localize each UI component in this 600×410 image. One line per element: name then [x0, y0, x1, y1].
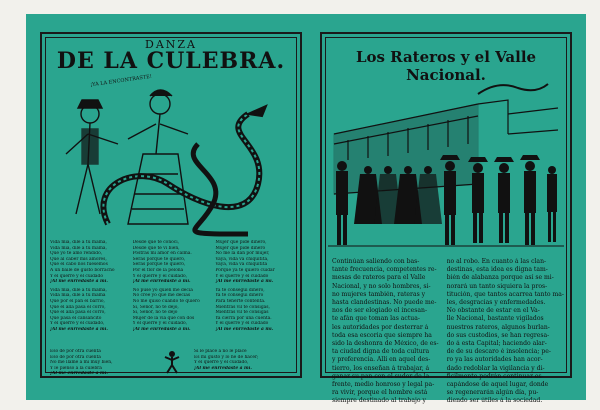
article-text: [332, 258, 564, 406]
rateros-panel: [320, 32, 572, 405]
broadside-sheet: [26, 14, 586, 405]
snake-dance-illustration: [48, 74, 294, 244]
danza-subtitle: DANZA: [145, 38, 197, 51]
article-column-1: Continúan saliendo con bas- tante frecuencia, competentes re- mesas de rateros para el Valle Nacional, y no solo hombres, si- no mujeres también, rateras y hasta clandestinas. No puede me- nos de ser elogiado el incesan- te afán que toman las actua- les autoridades por desterrar á toda esa escoria que siempre ha sido la deshonra de México, de es- ta ciudad digna de toda cultura y preferencia. Allí en aquel des- tierro, los enseñan á trabajar, á ganar su pan con el sudor de la frente, medio honroso y legal pa- ra vivir, porque el hombre está siempre destinado al trabajo y: [332, 258, 439, 405]
rateros-title: Los Rateros y el Valle Nacional.: [355, 48, 537, 84]
article-column-2: no al robo. En cuanto á las clan- destinas, esta idea es digna tam- bién de alabanza porque así se mi- norará un tanto siquiera la pros- titución, que tantos acarrea tanto ma- les, desgracias y enfermedades. No obstante de estar en el Va- lle Nacional, bastante vigilados nuestros rateros, algunos burlan- do sus custodios, se han regresa- do á esta Capital; haciendo alar- de de su descaro é insolencia; pe- ro ya las autoridades han acor- dado redoblar la vigilancia y di- ficilmente podrán continuar es- capándose de aquel lugar, donde se regenerarán algún día, pu- diendo ser útiles á la sociedad.: [446, 258, 564, 405]
train-station-illustration: [328, 74, 564, 254]
closing-verses: [50, 349, 294, 380]
verse: Vida mía, dile á tu mamá, Vida mía, dile á tu mamá Que por el pan el barrio, Que el alla pasa el corro, Que el alla pasa el corro, Que pasa el cansancito Y el querré y el cuidado, ¡Al me enrredaste á mí.: [50, 287, 108, 332]
danza-title: DE LA CULEBRA.: [56, 48, 286, 74]
verse: Desde que te conocí, Desde que te vi bien, Postras mi amor en calma. Serás porque te quiero, Serás porque te quiero, Por el flor de la pelona Y el querré y el cuidado, ¡Al me enrredaste á mí.: [132, 240, 192, 285]
verse: Eso de por otra cuenta Eso de por otra cuenta No me llame á mi muy bien, Y le pienso á la culebra ¡Al me enrredaste á mí.: [50, 349, 113, 377]
verse: Ya te conseguí dinero, Ya te conseguí dinero Para tenerte contenta. Mientras vil te consigas, Mientras vil te consigas Ya cierra por una cuenta. Y el querré y el cuidado ¡Al me enrredaste á mí.: [215, 287, 274, 332]
verse-grid: [50, 240, 294, 336]
verse: Mujer que pide dinero, Mujer que pide dinero No me la dan por mujer, Vaya, vida va chiquitita, Vaya, vida va chiquitita Porque ya te quiero cuidar Y el querré y el cuidado ¡Al me enrredaste á mí.: [215, 240, 275, 285]
banner-text: ¡YA LA ENCONTRASTE!: [89, 73, 153, 89]
verse: Vida mía, dile á tu mamá, Vida mía, dile á tu mamá, Que yo te amo rendido, Que al caber mis amores, Que el cabo nos fuésemos A un baile de gusto borracho Y el querré y el cuidado ¡Al me enrredaste á mí.: [50, 240, 115, 285]
dancer-vignette: [160, 349, 184, 375]
danza-panel: [40, 32, 302, 378]
verse: Si le place á no le place Es mi gusto y lo he de hacer; Y el querré y el cuidado, ¡Al me enrredaste á mí.: [194, 349, 259, 371]
verse: No puse yo quien me decía No cree yo que me decías No me quiso cuando te quiero Si, Señor, no te dejo, Si, Señor, no te dejo Mujer de la vía que con dos Y el querré y el cuidado, ¡Al me enrredaste á mí.: [132, 287, 200, 332]
